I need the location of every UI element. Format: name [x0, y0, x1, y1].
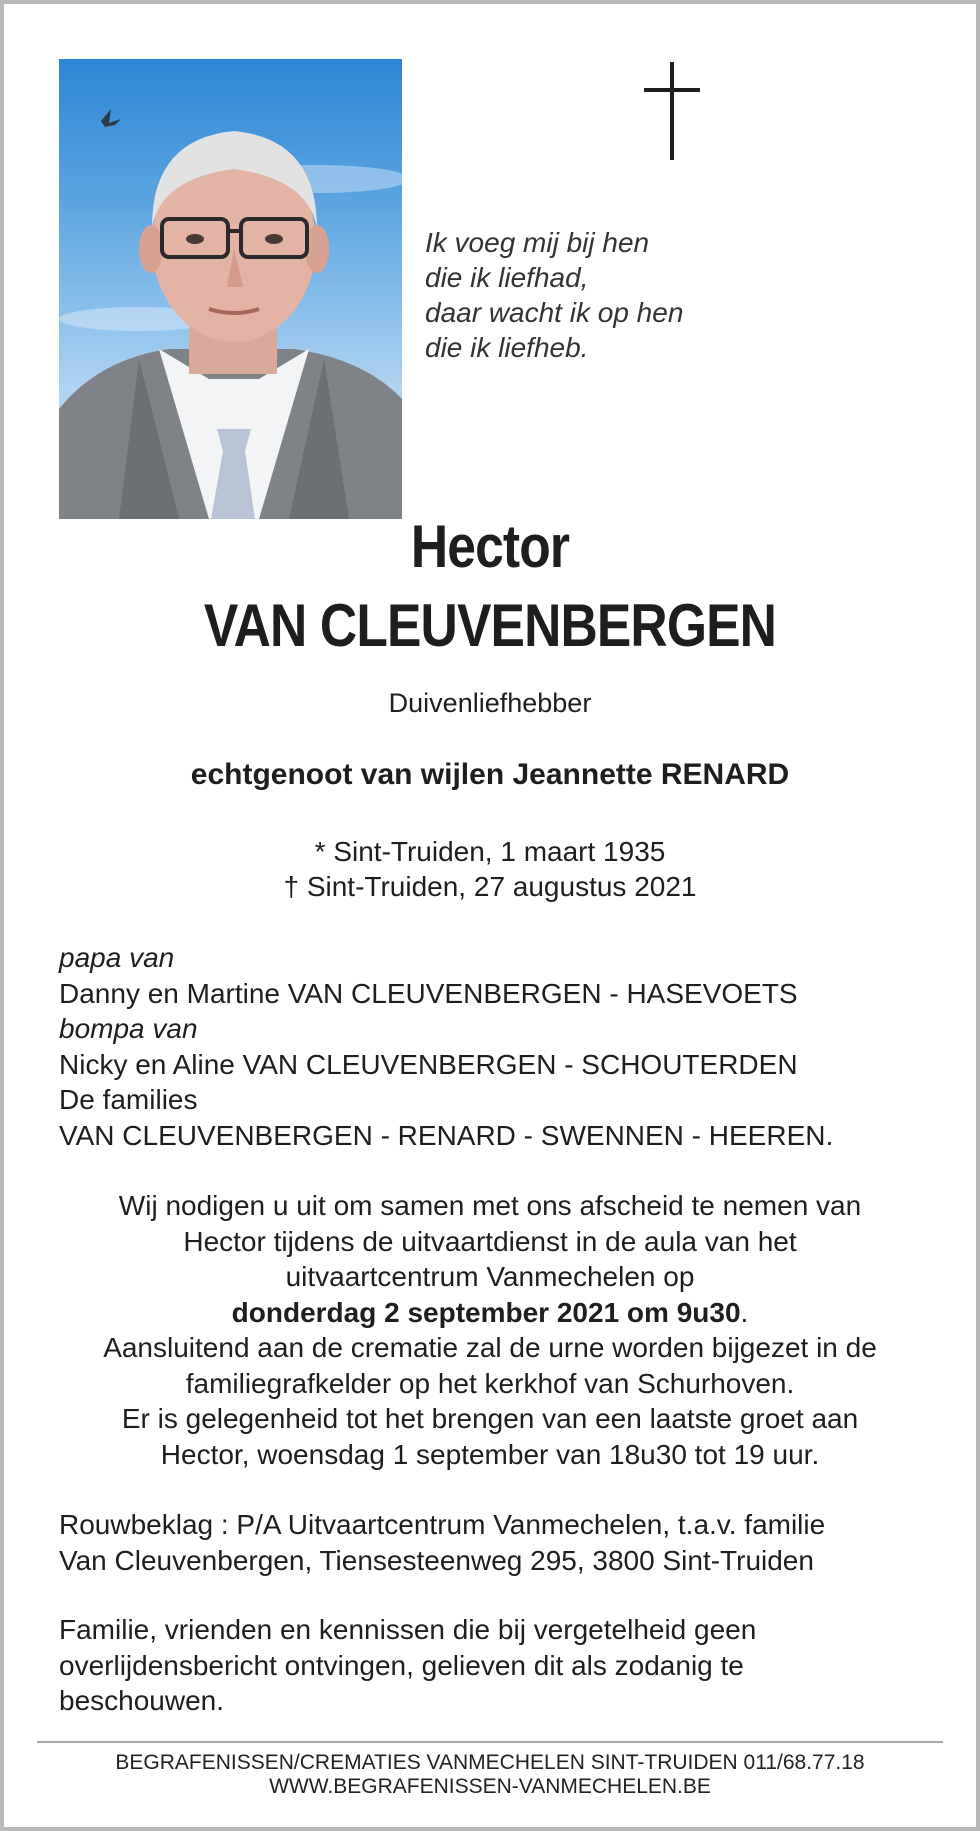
invitation-line: Er is gelegenheid tot het brengen van een laatste groet aan — [121, 1403, 859, 1434]
family-list — [59, 940, 833, 1153]
ceremony-date-suffix: . — [740, 1296, 749, 1328]
footer-divider — [37, 1741, 943, 1743]
life-dates — [0, 834, 980, 904]
invitation-line: Hector, woensdag 1 september van 18u30 tot 19 uur. — [160, 1438, 820, 1470]
poem-line: daar wacht ik op hen — [425, 297, 684, 328]
invitation — [0, 1188, 980, 1472]
poem — [425, 225, 683, 365]
families: VAN CLEUVENBERGEN - RENARD - SWENNEN - HEEREN. — [59, 1119, 834, 1151]
poem-line: Ik voeg mij bij hen — [425, 227, 650, 258]
funeral-home-website: WWW.BEGRAFENISSEN-VANMECHELEN.BE — [269, 1775, 711, 1798]
condolences — [59, 1507, 825, 1578]
deceased-spouse: echtgenoot van wijlen Jeannette RENARD — [190, 758, 790, 791]
deceased-hobby: Duivenliefhebber — [388, 688, 592, 718]
grandchildren: Nicky en Aline VAN CLEUVENBERGEN - SCHOUTERDEN — [59, 1048, 798, 1080]
poem-line: die ik liefheb. — [425, 332, 589, 363]
invitation-line: familiegrafkelder op het kerkhof van Schurhoven. — [185, 1367, 795, 1399]
portrait-photo — [59, 59, 402, 519]
deceased-last-name: VAN CLEUVENBERGEN — [203, 592, 777, 659]
cross-icon — [642, 62, 702, 160]
note-line: overlijdensbericht ontvingen, gelieven dit als zodanig te — [59, 1649, 744, 1681]
bird-icon — [101, 109, 121, 127]
condolences-line: Rouwbeklag : P/A Uitvaartcentrum Vanmechelen, t.a.v. familie — [59, 1509, 826, 1540]
condolences-line: Van Cleuvenbergen, Tiensesteenweg 295, 3800 Sint-Truiden — [59, 1544, 814, 1576]
note-line: Familie, vrienden en kennissen die bij vergetelheid geen — [59, 1614, 757, 1645]
invitation-line: Aansluitend aan de crematie zal de urne worden bijgezet in de — [103, 1332, 877, 1363]
notice-note — [59, 1612, 756, 1719]
families-label: De families — [59, 1084, 198, 1115]
note-line: beschouwen. — [59, 1685, 225, 1716]
invitation-line: Hector tijdens de uitvaartdienst in de aula van het — [183, 1225, 797, 1257]
invitation-line: Wij nodigen u uit om samen met ons afscheid te nemen van — [118, 1190, 862, 1221]
poem-line: die ik liefhad, — [425, 262, 589, 293]
ceremony-date-line — [0, 1295, 980, 1331]
papa-label: papa van — [59, 942, 175, 973]
ceremony-date: donderdag 2 september 2021 om 9u30 — [231, 1296, 741, 1328]
bompa-label: bompa van — [59, 1013, 198, 1044]
invitation-line: uitvaartcentrum Vanmechelen op — [285, 1261, 695, 1292]
death-date: † Sint-Truiden, 27 augustus 2021 — [283, 871, 697, 902]
funeral-home-contact: BEGRAFENISSEN/CREMATIES VANMECHELEN SINT-TRUIDEN 011/68.77.18 — [115, 1751, 865, 1774]
children: Danny en Martine VAN CLEUVENBERGEN - HASEVOETS — [59, 977, 798, 1009]
birth-date: * Sint-Truiden, 1 maart 1935 — [314, 836, 666, 867]
footer — [0, 1751, 980, 1799]
deceased-first-name: Hector — [410, 513, 570, 580]
